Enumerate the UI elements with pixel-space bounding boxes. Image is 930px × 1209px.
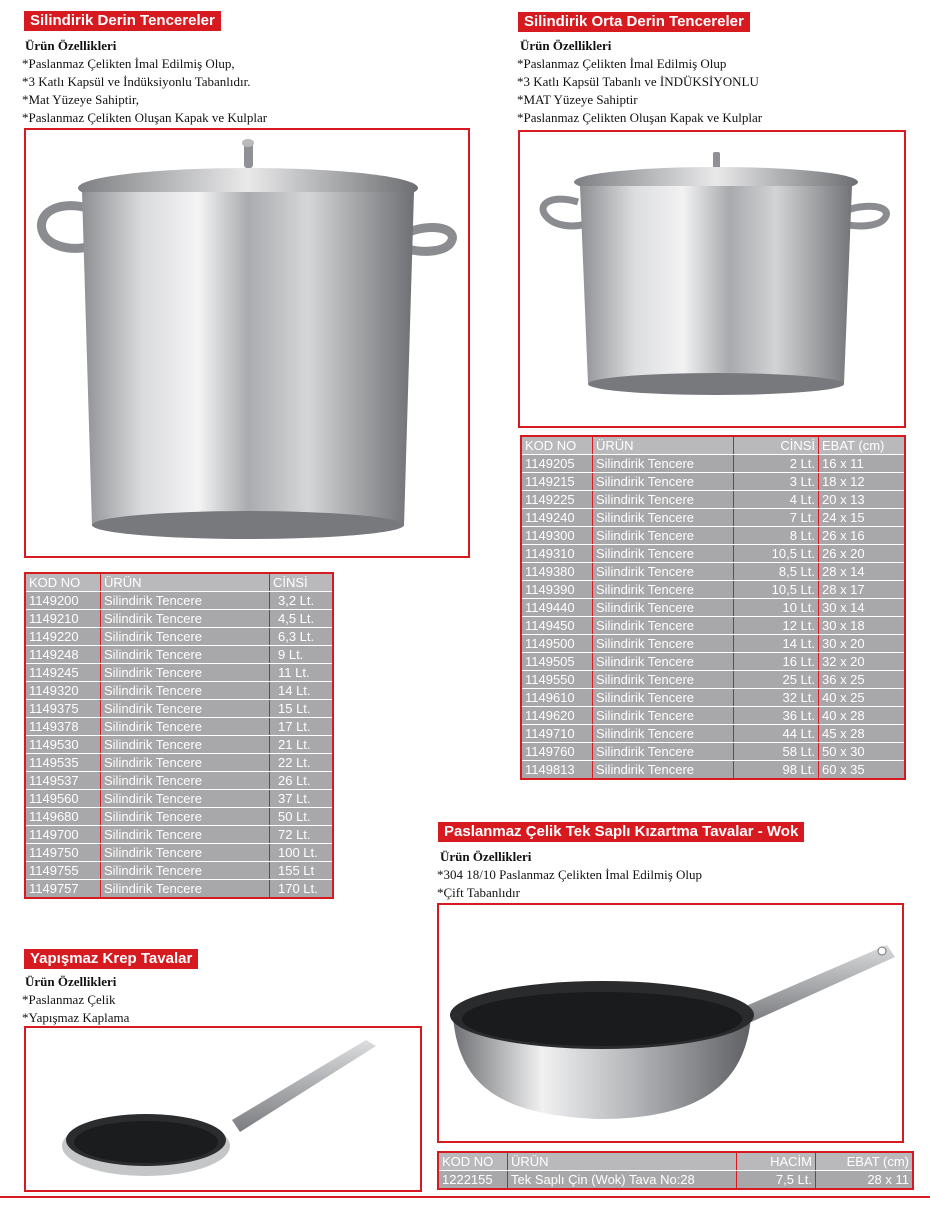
table-cell: Silindirik Tencere	[593, 563, 734, 581]
table-cell: 37 Lt.	[270, 790, 334, 808]
table-row	[521, 743, 905, 761]
table-row	[25, 664, 333, 682]
table-body	[438, 1171, 913, 1190]
table-cell: 16 x 11	[819, 455, 906, 473]
table-cell: Silindirik Tencere	[101, 646, 270, 664]
table-row	[521, 491, 905, 509]
table-cell: 21 Lt.	[270, 736, 334, 754]
table-cell: 1149760	[521, 743, 593, 761]
table-cell: 11 Lt.	[270, 664, 334, 682]
table-cell: Silindirik Tencere	[101, 700, 270, 718]
table-cell: 36 Lt.	[734, 707, 819, 725]
table-cell: 20 x 13	[819, 491, 906, 509]
table-cell: 32 x 20	[819, 653, 906, 671]
table-cell: Silindirik Tencere	[593, 761, 734, 780]
table-cell: 14 Lt.	[270, 682, 334, 700]
table-cell: 7 Lt.	[734, 509, 819, 527]
table-cell: 1149390	[521, 581, 593, 599]
table-cell: Silindirik Tencere	[101, 628, 270, 646]
table-cell: Silindirik Tencere	[101, 718, 270, 736]
table-cell: 44 Lt.	[734, 725, 819, 743]
table-cell: 1149210	[25, 610, 101, 628]
table-cell: 10,5 Lt.	[734, 545, 819, 563]
deep-pot-photo-frame	[24, 128, 470, 558]
table-cell: Silindirik Tencere	[101, 664, 270, 682]
table-cell: Silindirik Tencere	[593, 653, 734, 671]
bottom-rule	[0, 1196, 930, 1198]
table-row	[25, 826, 333, 844]
column-header: ÜRÜN	[508, 1152, 737, 1171]
table-cell: Silindirik Tencere	[593, 473, 734, 491]
wok-feature: *Çift Tabanlıdır	[437, 885, 520, 900]
table-cell: 30 x 20	[819, 635, 906, 653]
crepe-photo-frame	[24, 1026, 422, 1192]
table-cell: 1149320	[25, 682, 101, 700]
table-cell: 1149710	[521, 725, 593, 743]
medium-pots-features	[517, 37, 762, 127]
table-cell: 2 Lt.	[734, 455, 819, 473]
table-cell: 17 Lt.	[270, 718, 334, 736]
table-cell: Silindirik Tencere	[593, 743, 734, 761]
table-row	[521, 671, 905, 689]
table-cell: 100 Lt.	[270, 844, 334, 862]
table-cell: 170 Lt.	[270, 880, 334, 899]
table-cell: 1149378	[25, 718, 101, 736]
table-cell: 1149200	[25, 592, 101, 610]
table-cell: 1149530	[25, 736, 101, 754]
table-cell: 40 x 28	[819, 707, 906, 725]
table-cell: 50 x 30	[819, 743, 906, 761]
column-header: KOD NO	[25, 573, 101, 592]
column-header: CİNSİ	[270, 573, 334, 592]
table-row	[521, 689, 905, 707]
table-cell: Silindirik Tencere	[593, 671, 734, 689]
table-cell: Silindirik Tencere	[101, 844, 270, 862]
table-row	[521, 473, 905, 491]
crepe-features-heading: Ürün Özellikleri	[25, 974, 117, 989]
medium-pots-feature: *Paslanmaz Çelikten İmal Edilmiş Olup	[517, 56, 727, 71]
table-row	[521, 635, 905, 653]
table-row	[521, 653, 905, 671]
column-header: EBAT (cm)	[816, 1152, 914, 1171]
table-cell: 1149505	[521, 653, 593, 671]
table-cell: 4 Lt.	[734, 491, 819, 509]
table-cell: 1149757	[25, 880, 101, 899]
table-cell: 1149535	[25, 754, 101, 772]
table-cell: 9 Lt.	[270, 646, 334, 664]
table-row	[521, 725, 905, 743]
wok-features-heading: Ürün Özellikleri	[440, 849, 532, 864]
column-header: ÜRÜN	[101, 573, 270, 592]
medium-pots-features-heading: Ürün Özellikleri	[520, 38, 612, 53]
deep-pots-feature: *Paslanmaz Çelikten İmal Edilmiş Olup,	[22, 56, 235, 71]
table-cell: Silindirik Tencere	[101, 772, 270, 790]
table-cell: 10 Lt.	[734, 599, 819, 617]
table-cell: Silindirik Tencere	[593, 725, 734, 743]
table-cell: 28 x 14	[819, 563, 906, 581]
table-cell: Silindirik Tencere	[101, 592, 270, 610]
table-row	[438, 1171, 913, 1190]
table-cell: 1149225	[521, 491, 593, 509]
table-cell: 8,5 Lt.	[734, 563, 819, 581]
table-row	[25, 736, 333, 754]
wok-feature: *304 18/10 Paslanmaz Çelikten İmal Edilmiş Olup	[437, 867, 703, 882]
table-cell: 36 x 25	[819, 671, 906, 689]
table-cell: 1149310	[521, 545, 593, 563]
table-cell: 1149220	[25, 628, 101, 646]
crepe-features	[22, 973, 129, 1027]
table-body	[25, 592, 333, 899]
table-cell: 72 Lt.	[270, 826, 334, 844]
table-row	[25, 844, 333, 862]
table-cell: 32 Lt.	[734, 689, 819, 707]
table-cell: 26 x 16	[819, 527, 906, 545]
table-cell: 1149700	[25, 826, 101, 844]
table-cell: 1149500	[521, 635, 593, 653]
crepe-feature: *Yapışmaz Kaplama	[22, 1010, 130, 1025]
table-row	[25, 772, 333, 790]
deep-pots-features	[22, 37, 267, 127]
table-cell: Silindirik Tencere	[101, 736, 270, 754]
table-cell: 6,3 Lt.	[270, 628, 334, 646]
table-cell: 1149215	[521, 473, 593, 491]
crepe-pan-image	[26, 1028, 420, 1190]
table-cell: 28 x 11	[816, 1171, 914, 1190]
column-header: HACİM	[737, 1152, 816, 1171]
table-cell: 1149440	[521, 599, 593, 617]
table-cell: Silindirik Tencere	[593, 455, 734, 473]
wok-pan-image	[439, 905, 902, 1141]
table-cell: Silindirik Tencere	[101, 610, 270, 628]
crepe-feature: *Paslanmaz Çelik	[22, 992, 116, 1007]
table-cell: Silindirik Tencere	[593, 581, 734, 599]
table-row	[521, 545, 905, 563]
table-cell: 30 x 18	[819, 617, 906, 635]
table-row	[521, 761, 905, 780]
table-cell: Silindirik Tencere	[593, 599, 734, 617]
table-cell: Silindirik Tencere	[101, 880, 270, 899]
table-cell: 3 Lt.	[734, 473, 819, 491]
table-cell: 18 x 12	[819, 473, 906, 491]
table-row	[25, 754, 333, 772]
table-cell: 1149380	[521, 563, 593, 581]
table-cell: 30 x 14	[819, 599, 906, 617]
table-row	[25, 682, 333, 700]
wok-table	[437, 1151, 914, 1190]
table-cell: 12 Lt.	[734, 617, 819, 635]
table-cell: 1149375	[25, 700, 101, 718]
table-cell: 3,2 Lt.	[270, 592, 334, 610]
table-header-row	[521, 436, 905, 455]
table-cell: 98 Lt.	[734, 761, 819, 780]
table-row	[25, 646, 333, 664]
medium-pots-table	[520, 435, 906, 780]
table-cell: 14 Lt.	[734, 635, 819, 653]
table-cell: 1149240	[521, 509, 593, 527]
deep-pots-title: Silindirik Derin Tencereler	[24, 11, 221, 31]
table-cell: Silindirik Tencere	[593, 491, 734, 509]
table-cell: Silindirik Tencere	[593, 617, 734, 635]
medium-pots-feature: *MAT Yüzeye Sahiptir	[517, 92, 638, 107]
table-row	[25, 718, 333, 736]
medium-pots-feature: *3 Katlı Kapsül Tabanlı ve İNDÜKSİYONLU	[517, 74, 759, 89]
table-cell: 60 x 35	[819, 761, 906, 780]
wok-title: Paslanmaz Çelik Tek Saplı Kızartma Tavalar - Wok	[438, 822, 804, 842]
table-cell: Silindirik Tencere	[101, 682, 270, 700]
table-cell: 24 x 15	[819, 509, 906, 527]
table-cell: 7,5 Lt.	[737, 1171, 816, 1190]
table-cell: Silindirik Tencere	[593, 545, 734, 563]
table-cell: Silindirik Tencere	[593, 689, 734, 707]
table-cell: 58 Lt.	[734, 743, 819, 761]
table-row	[521, 509, 905, 527]
table-cell: 1149813	[521, 761, 593, 780]
table-cell: 1149610	[521, 689, 593, 707]
table-cell: Silindirik Tencere	[593, 635, 734, 653]
table-row	[25, 790, 333, 808]
medium-pots-feature: *Paslanmaz Çelikten Oluşan Kapak ve Kulplar	[517, 110, 763, 125]
deep-pot-image	[26, 130, 468, 556]
table-row	[25, 628, 333, 646]
table-row	[521, 617, 905, 635]
table-header-row	[438, 1152, 913, 1171]
table-cell: 8 Lt.	[734, 527, 819, 545]
table-row	[521, 581, 905, 599]
deep-pots-features-heading: Ürün Özellikleri	[25, 38, 117, 53]
table-cell: 25 Lt.	[734, 671, 819, 689]
table-cell: 1149755	[25, 862, 101, 880]
medium-pot-photo-frame	[518, 130, 906, 428]
table-cell: 4,5 Lt.	[270, 610, 334, 628]
table-cell: 10,5 Lt.	[734, 581, 819, 599]
column-header: CİNSİ	[734, 436, 819, 455]
column-header: KOD NO	[438, 1152, 508, 1171]
deep-pots-feature: *3 Katlı Kapsül ve İndüksiyonlu Tabanlıdır.	[22, 74, 251, 89]
table-cell: 28 x 17	[819, 581, 906, 599]
table-cell: 26 x 20	[819, 545, 906, 563]
table-cell: 40 x 25	[819, 689, 906, 707]
wok-photo-frame	[437, 903, 904, 1143]
table-row	[521, 599, 905, 617]
table-cell: Silindirik Tencere	[101, 808, 270, 826]
table-cell: Silindirik Tencere	[593, 527, 734, 545]
table-cell: Silindirik Tencere	[593, 509, 734, 527]
table-cell: 45 x 28	[819, 725, 906, 743]
table-cell: 1149620	[521, 707, 593, 725]
table-cell: 1149537	[25, 772, 101, 790]
column-header: EBAT (cm)	[819, 436, 906, 455]
table-cell: 1149450	[521, 617, 593, 635]
table-header-row	[25, 573, 333, 592]
table-cell: 1149560	[25, 790, 101, 808]
table-row	[25, 880, 333, 899]
deep-pots-feature: *Paslanmaz Çelikten Oluşan Kapak ve Kulplar	[22, 110, 268, 125]
deep-pots-feature: *Mat Yüzeye Sahiptir,	[22, 92, 140, 107]
table-row	[25, 862, 333, 880]
wok-features	[437, 848, 702, 902]
table-row	[25, 700, 333, 718]
column-header: ÜRÜN	[593, 436, 734, 455]
table-cell: Silindirik Tencere	[101, 754, 270, 772]
table-cell: Tek Saplı Çin (Wok) Tava No:28	[508, 1171, 737, 1190]
table-row	[25, 610, 333, 628]
table-cell: Silindirik Tencere	[593, 707, 734, 725]
table-cell: 22 Lt.	[270, 754, 334, 772]
table-cell: Silindirik Tencere	[101, 862, 270, 880]
table-cell: 1149205	[521, 455, 593, 473]
table-cell: 155 Lt	[270, 862, 334, 880]
crepe-title: Yapışmaz Krep Tavalar	[24, 949, 198, 969]
table-row	[521, 563, 905, 581]
deep-pots-table	[24, 572, 334, 899]
table-row	[521, 527, 905, 545]
medium-pots-title: Silindirik Orta Derin Tencereler	[518, 12, 750, 32]
medium-pot-image	[520, 132, 904, 426]
column-header: KOD NO	[521, 436, 593, 455]
table-cell: 1149680	[25, 808, 101, 826]
table-cell: 15 Lt.	[270, 700, 334, 718]
table-cell: 1222155	[438, 1171, 508, 1190]
table-cell: 1149245	[25, 664, 101, 682]
table-cell: Silindirik Tencere	[101, 826, 270, 844]
table-cell: 16 Lt.	[734, 653, 819, 671]
table-row	[25, 808, 333, 826]
table-row	[521, 455, 905, 473]
table-row	[521, 707, 905, 725]
table-cell: 26 Lt.	[270, 772, 334, 790]
table-cell: 1149750	[25, 844, 101, 862]
table-row	[25, 592, 333, 610]
table-cell: 50 Lt.	[270, 808, 334, 826]
table-cell: 1149248	[25, 646, 101, 664]
table-cell: 1149550	[521, 671, 593, 689]
table-body	[521, 455, 905, 780]
table-cell: 1149300	[521, 527, 593, 545]
table-cell: Silindirik Tencere	[101, 790, 270, 808]
